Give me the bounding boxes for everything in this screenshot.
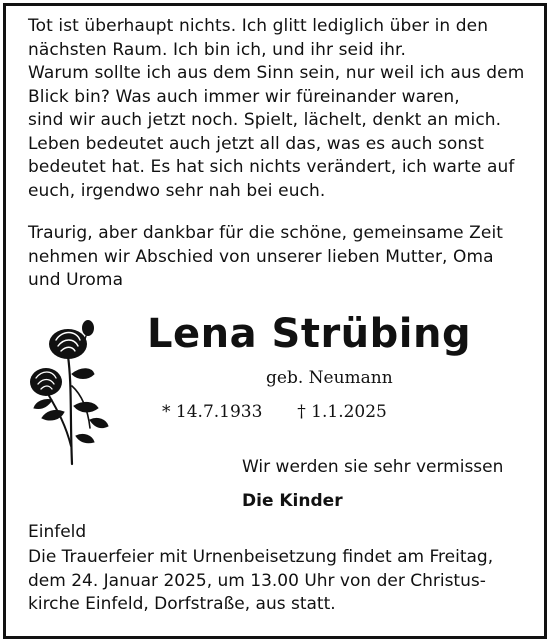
service-line: kirche Einfeld, Dorfstraße, aus statt. [28,594,336,614]
closing-message: Wir werden sie sehr vermissen [242,457,504,477]
intro-text [28,222,503,293]
poem-line: euch, irgendwo sehr nah bei euch. [28,180,326,201]
service-line: Die Trauerfeier mit Urnenbeisetzung findet am Freitag, [28,547,494,567]
poem [28,15,524,203]
location: Einfeld [28,522,87,542]
deceased-name: Lena Strübing [147,311,472,357]
poem-line: Warum sollte ich aus dem Sinn sein, nur weil ich aus dem [28,63,525,83]
intro-line: nehmen wir Abschied von unserer lieben Mutter, Oma [28,246,494,267]
service-line: dem 24. Januar 2025, um 13.00 Uhr von der Christus- [28,570,486,591]
life-dates [162,401,387,423]
signature: Die Kinder [242,491,343,511]
intro-line: Traurig, aber dankbar für die schöne, gemeinsame Zeit [28,223,504,243]
poem-line: Blick bin? Was auch immer wir füreinander waren, [28,86,460,107]
poem-line: sind wir auch jetzt noch. Spielt, lächelt, denkt an mich. [28,110,502,130]
rose-icon [28,316,112,466]
death-date: † 1.1.2025 [297,402,387,422]
birth-name: geb. Neumann [266,368,393,388]
poem-line: bedeutet hat. Es hat sich nichts verändert, ich warte auf [28,157,515,177]
service-info [28,546,493,617]
intro-line: und Uroma [28,270,124,290]
birth-date: * 14.7.1933 [162,402,263,422]
poem-line: Tot ist überhaupt nichts. Ich glitt lediglich über in den [28,16,489,36]
poem-line: nächsten Raum. Ich bin ich, und ihr seid ihr. [28,39,407,60]
poem-line: Leben bedeutet auch jetzt all das, was es auch sonst [28,133,484,154]
